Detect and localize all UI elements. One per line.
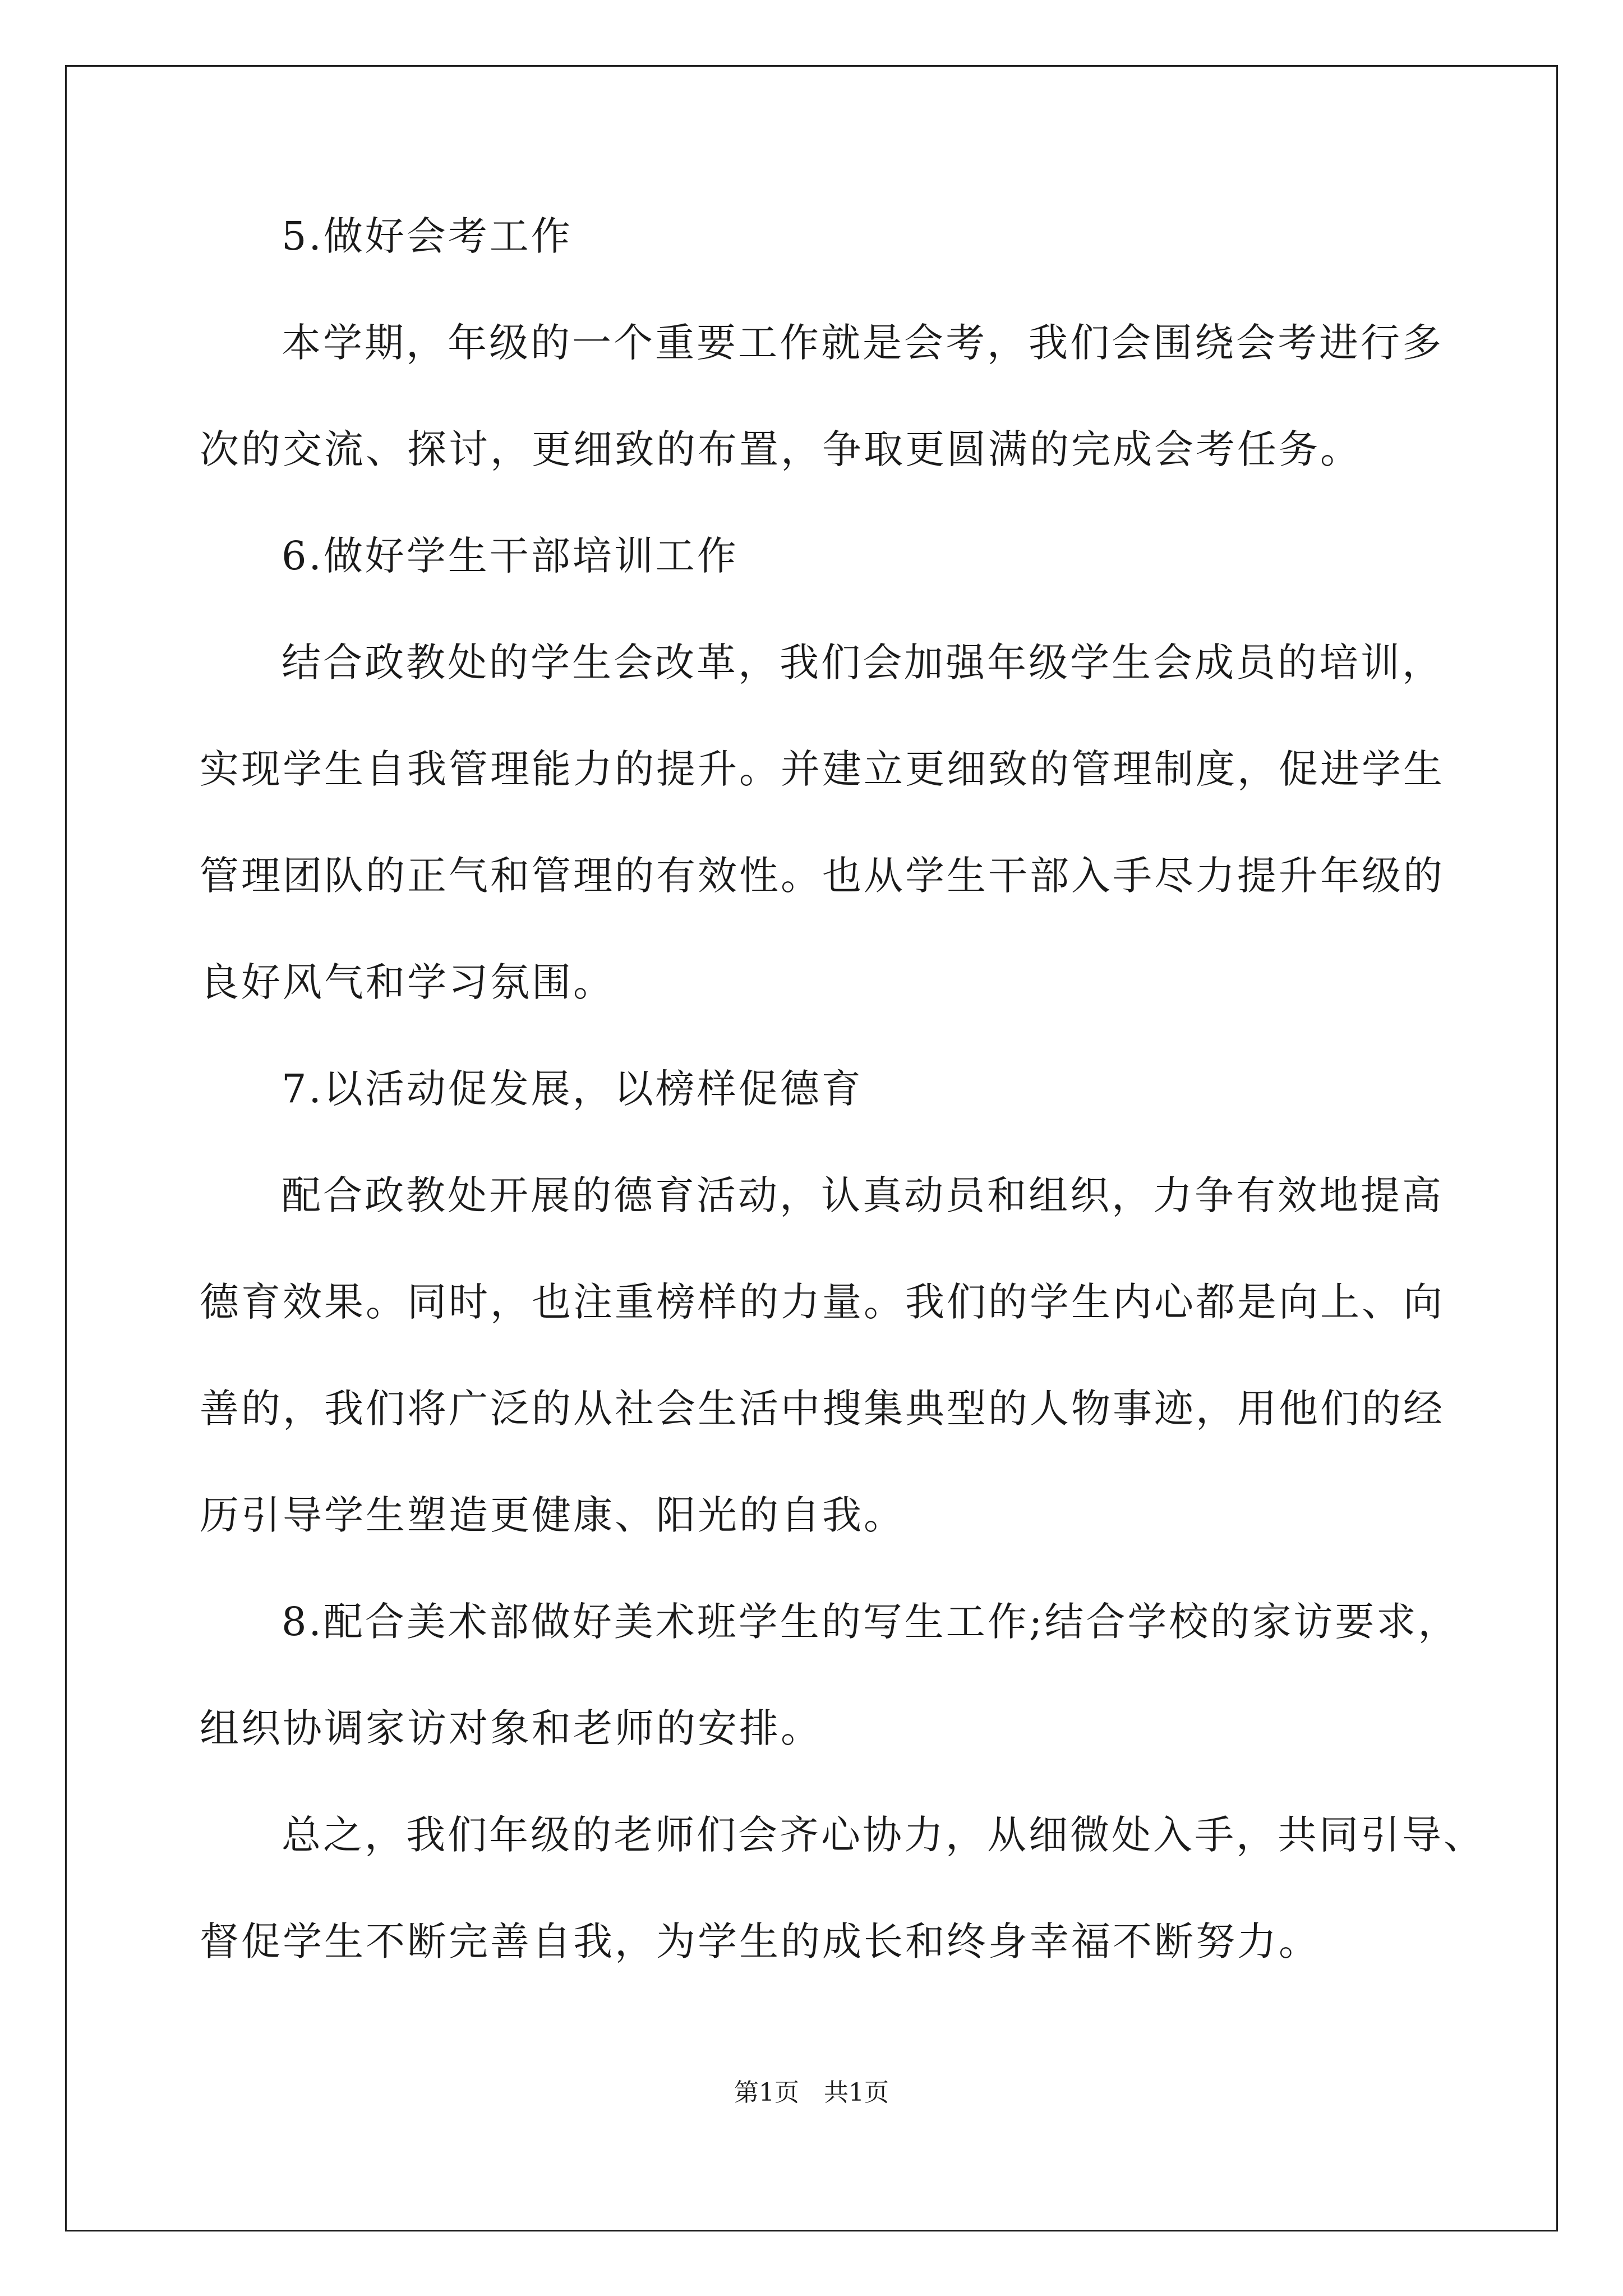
page-number-footer: 第1页 共1页 (734, 2078, 889, 2107)
section-heading-6: 6.做好学生干部培训工作 (282, 533, 739, 579)
paragraph-line: 结合政教处的学生会改革，我们会加强年级学生会成员的培训， (282, 639, 1444, 685)
section-heading-7: 7.以活动促发展，以榜样促德育 (282, 1066, 863, 1112)
paragraph-line: 管理团队的正气和管理的有效性。也从学生干部入手尽力提升年级的 (200, 853, 1445, 899)
paragraph-line: 实现学生自我管理能力的提升。并建立更细致的管理制度，促进学生 (200, 746, 1445, 792)
paragraph-line: 本学期，年级的一个重要工作就是会考，我们会围绕会考进行多 (282, 320, 1444, 366)
document-body (200, 211, 1485, 1967)
paragraph-line: 总之，我们年级的老师们会齐心协力，从细微处入手，共同引导、 (282, 1812, 1485, 1858)
paragraph-line: 德育效果。同时，也注重榜样的力量。我们的学生内心都是向上、向 (200, 1279, 1445, 1325)
paragraph-line: 配合政教处开展的德育活动，认真动员和组织，力争有效地提高 (282, 1172, 1444, 1218)
paragraph-line: 次的交流、探讨，更细致的布置，争取更圆满的完成会考任务。 (200, 426, 1362, 472)
paragraph-line: 组织协调家访对象和老师的安排。 (200, 1705, 822, 1751)
paragraph-line: 督促学生不断完善自我，为学生的成长和终身幸福不断努力。 (200, 1918, 1320, 1964)
paragraph-line: 善的，我们将广泛的从社会生活中搜集典型的人物事迹，用他们的经 (200, 1386, 1445, 1432)
section-heading-5: 5.做好会考工作 (282, 213, 573, 259)
paragraph-line: 8.配合美术部做好美术班学生的写生工作;结合学校的家访要求， (282, 1599, 1460, 1645)
paragraph-line: 历引导学生塑造更健康、阳光的自我。 (200, 1492, 905, 1538)
paragraph-line: 良好风气和学习氛围。 (200, 959, 615, 1005)
